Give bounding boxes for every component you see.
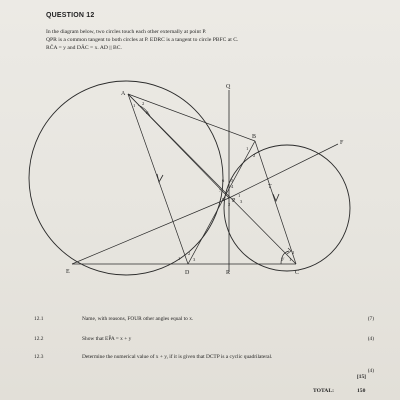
question-text: Determine the numerical value of x + y, if it is given that DCTP is a cyclic quadrilateral. xyxy=(82,354,273,360)
question-heading: QUESTION 12 xyxy=(46,12,95,19)
total-label: TOTAL: xyxy=(313,388,334,394)
question-number: 12.1 xyxy=(34,316,44,322)
segment-ap xyxy=(128,94,229,198)
angle-p8: 8 xyxy=(222,197,225,202)
angle-d1: 1 xyxy=(178,256,181,261)
label-t: T xyxy=(268,184,272,190)
left-circle xyxy=(29,81,223,275)
intro-line: RĈA = y and DÂC = x. AD || BC. xyxy=(46,45,122,51)
angle-p1: 1 xyxy=(238,193,241,198)
angle-p3: 3 xyxy=(240,199,243,204)
angle-b1: 1 xyxy=(246,146,249,151)
parallel-arrow-ad xyxy=(157,174,163,182)
label-e: E xyxy=(66,269,70,275)
label-p: P xyxy=(232,198,236,204)
segment-ep xyxy=(72,198,229,264)
angle-a2: 2 xyxy=(142,101,145,106)
angle-d2: 2 xyxy=(188,251,191,256)
angle-p5: 5 xyxy=(231,178,234,183)
label-r: R xyxy=(226,270,231,276)
angle-a1: 1 xyxy=(133,103,136,108)
segment-ab xyxy=(128,94,255,141)
label-b: B xyxy=(252,134,257,140)
label-q: Q xyxy=(226,84,231,90)
intro-line: QPR is a common tangent to both circles at P. EDRC is a tangent to circle PBFC at C. xyxy=(46,37,239,43)
angle-b2: 2 xyxy=(253,153,256,158)
angle-p2: 2 xyxy=(228,202,231,207)
total-value: 150 xyxy=(357,388,366,394)
segment-pf xyxy=(229,144,338,198)
angle-c1: 1 xyxy=(289,257,292,262)
question-marks: (4) xyxy=(367,368,374,374)
angle-p6: 6 xyxy=(222,178,225,183)
question-number: 12.3 xyxy=(34,354,44,360)
geometry-diagram xyxy=(0,78,400,298)
question-intro xyxy=(46,28,366,52)
intro-line: In the diagram below, two circles touch each other externally at point P. xyxy=(46,29,207,35)
question-marks: (7) xyxy=(367,316,374,322)
angle-d3: 3 xyxy=(193,257,196,262)
question-marks: (4) xyxy=(367,336,374,342)
label-c: C xyxy=(295,270,300,276)
question-text: Show that EP̂A = x + y xyxy=(82,336,132,342)
angle-cy: y xyxy=(282,257,285,262)
angle-c2: 2 xyxy=(292,250,295,255)
question-text: Name, with reasons, FOUR other angles equal to x. xyxy=(82,316,194,322)
section-marks: [15] xyxy=(357,374,366,380)
angle-p4: 4 xyxy=(231,184,234,189)
label-a: A xyxy=(121,91,126,97)
question-number: 12.2 xyxy=(34,336,44,342)
label-d: D xyxy=(185,270,190,276)
angle-ax: x xyxy=(146,111,149,116)
segment-bc xyxy=(255,141,296,264)
angle-p7: 7 xyxy=(219,188,222,193)
label-f: F xyxy=(340,140,344,146)
